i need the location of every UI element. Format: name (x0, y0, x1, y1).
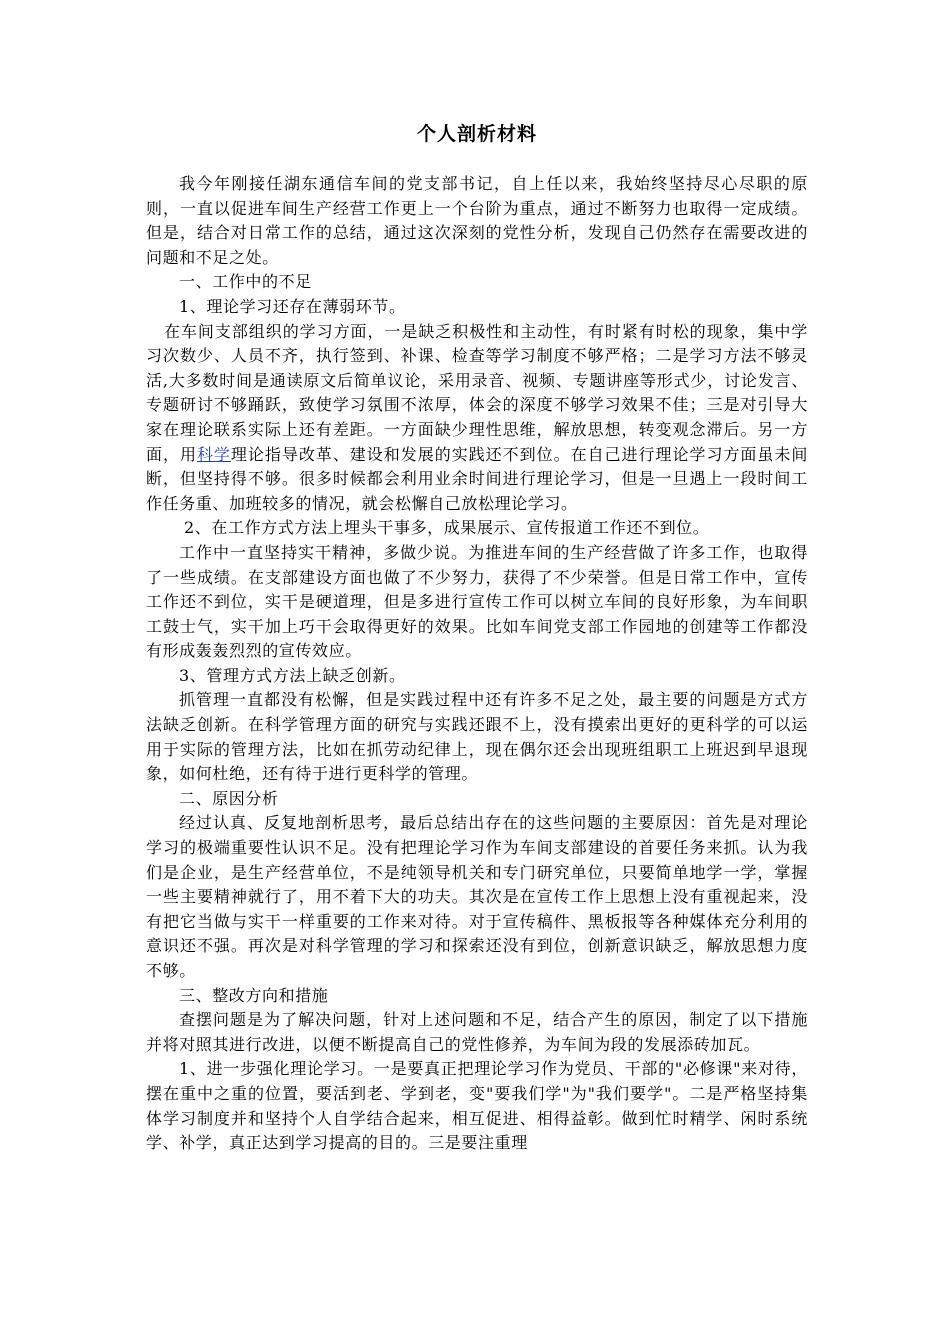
heading-section-2: 二、原因分析 (179, 788, 279, 808)
paragraph-study-part-a: 在车间支部组织的学习方面，一是缺乏积极性和主动性，有时紧有时松的现象，集中学习次数少、人员不齐，执行签到、补课、检查等学习制度不够严格；二是学习方法不够灵活,大多数时间是通读原文后简单议论，采用录音、视频、专题讲座等形式少，讨论发言、专题研讨不够踊跃，致使学习氛围不浓厚，体会的深度不够学习效果不佳；三是对引导大家在理论联系实际上还有差距。一方面缺少理性思维，解放思想，转变观念滞后。另一方面，用 (146, 321, 808, 464)
paragraph-work-method: 工作中一直坚持实干精神，多做少说。为推进车间的生产经营做了许多工作，也取得了一些成绩。在支部建设方面也做了不少努力，获得了不少荣誉。但是日常工作中，宣传工作还不到位，实干是硬道理，但是多进行宣传工作可以树立车间的良好形象，为车间职工鼓士气，实干加上巧干会取得更好的效果。比如车间党支部工作园地的创建等工作都没有形成轰轰烈烈的宣传效应。 (146, 542, 808, 661)
paragraph-intro: 我今年刚接任湖东通信车间的党支部书记，自上任以来，我始终坚持尽心尽职的原则，一直以促进车间生产经营工作更上一个台阶为重点，通过不断努力也取得一定成绩。但是，结合对日常工作的总结，通过这次深刻的党性分析，发现自己仍然存在需要改进的问题和不足之处。 (146, 174, 808, 267)
heading-section-3: 三、整改方向和措施 (179, 985, 329, 1005)
heading-section-1: 一、工作中的不足 (179, 272, 312, 292)
heading-item-1-1: 1、理论学习还存在薄弱环节。 (179, 296, 406, 316)
paragraph-rectification-intro: 查摆问题是为了解决问题，针对上述问题和不足，结合产生的原因，制定了以下措施并将对照其进行改进，以便不断提高自己的党性修养，为车间为段的发展添砖加瓦。 (146, 1010, 808, 1054)
paragraph-study (146, 320, 808, 517)
paragraph-measure-1: 1、进一步强化理论学习。一是要真正把理论学习作为党员、干部的"必修课"来对待，摆在重中之重的位置，要活到老、学到老，变"要我们学"为"我们要学"。二是严格坚持集体学习制度并和坚持个人自学结合起来，相互促进、相得益彰。做到忙时精学、闲时系统学、补学，真正达到学习提高的目的。三是要注重理 (146, 1059, 808, 1153)
heading-item-1-3: 3、管理方式方法上缺乏创新。 (179, 665, 406, 685)
science-link[interactable]: 科学 (196, 444, 231, 464)
document-page (146, 118, 808, 1156)
paragraph-cause-analysis: 经过认真、反复地剖析思考，最后总结出存在的这些问题的主要原因：首先是对理论学习的极端重要性认识不足。没有把理论学习作为车间支部建设的首要任务来抓。认为我们是企业，是生产经营单位，不是纯领导机关和专门研究单位，只要简单地学一学，掌握一些主要精神就行了，用不着下大的功夫。其次是在宣传工作上思想上没有重视起来，没有把它当做与实干一样重要的工作来对待。对于宣传稿件、黑板报等各种媒体充分利用的意识还不强。再次是对科学管理的学习和探索还没有到位，创新意识缺乏，解放思想力度不够。 (146, 813, 808, 980)
document-title: 个人剖析材料 (416, 123, 537, 145)
paragraph-study-part-b: 理论指导改革、建设和发展的实践还不到位。在自己进行理论学习方面虽未间断，但坚持得不够。很多时候都会利用业余时间进行理论学习，但是一旦遇上一段时间工作任务重、加班较多的情况，就会松懈自己放松理论学习。 (146, 444, 808, 513)
paragraph-management: 抓管理一直都没有松懈，但是实践过程中还有许多不足之处，最主要的问题是方式方法缺乏创新。在科学管理方面的研究与实践还跟不上，没有摸索出更好的更科学的可以运用于实际的管理方法，比如在抓劳动纪律上，现在偶尔还会出现班组职工上班迟到早退现象，如何杜绝，还有待于进行更科学的管理。 (146, 690, 808, 784)
heading-item-1-2: 2、在工作方式方法上埋头干事多，成果展示、宣传报道工作还不到位。 (184, 518, 710, 538)
